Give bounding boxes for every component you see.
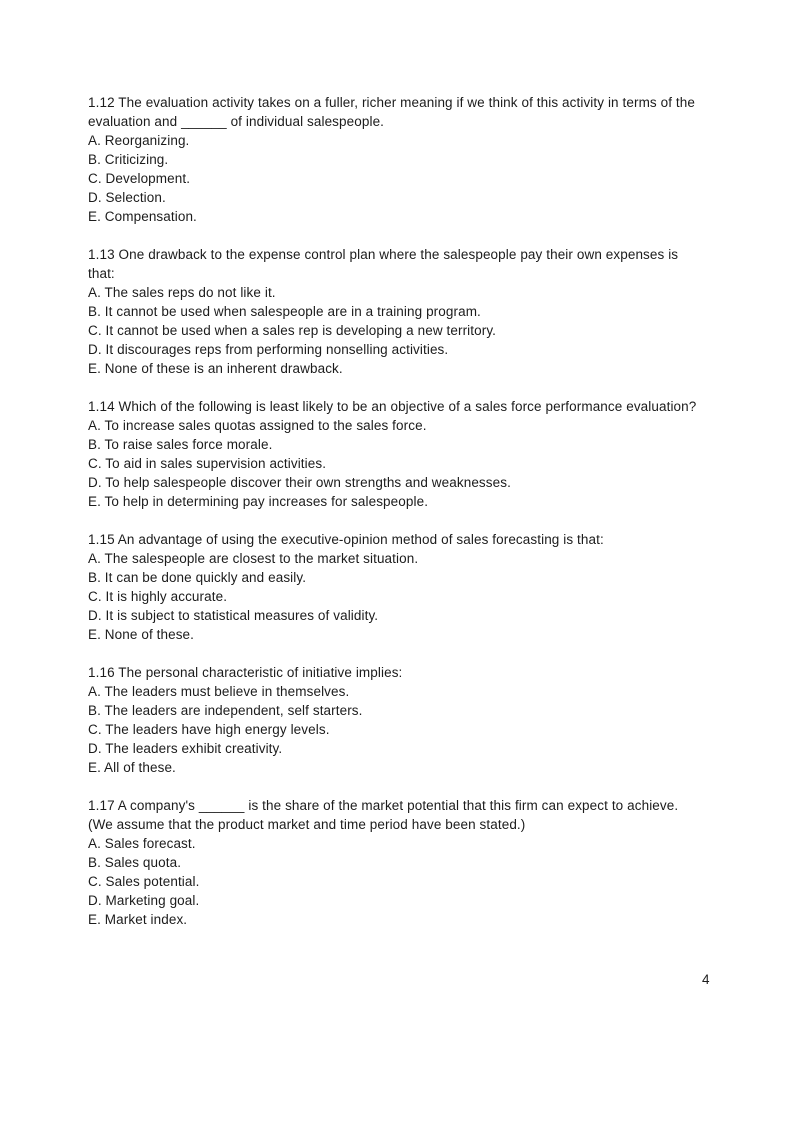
option-a: A. Sales forecast. (88, 836, 196, 851)
question-text-line: evaluation and ______ of individual salespeople. (88, 114, 385, 129)
option-b: B. To raise sales force morale. (88, 437, 273, 452)
option-d: D. The leaders exhibit creativity. (88, 741, 283, 756)
question-text-line: that: (88, 266, 115, 281)
option-c: C. It cannot be used when a sales rep is developing a new territory. (88, 323, 497, 338)
option-c: C. Development. (88, 171, 191, 186)
option-b: B. It cannot be used when salespeople are in a training program. (88, 304, 481, 319)
question-text-line: 1.14 Which of the following is least likely to be an objective of a sales force performance evaluation? (88, 399, 697, 414)
option-e: E. Market index. (88, 912, 188, 927)
option-e: E. To help in determining pay increases for salespeople. (88, 494, 429, 509)
option-b: B. Sales quota. (88, 855, 182, 870)
option-c: C. Sales potential. (88, 874, 200, 889)
option-a: A. To increase sales quotas assigned to the sales force. (88, 418, 427, 433)
question-block-1-16 (88, 663, 736, 777)
option-c: C. To aid in sales supervision activities. (88, 456, 327, 471)
question-block-1-14 (88, 397, 736, 511)
question-block-1-12 (88, 93, 736, 226)
option-e: E. All of these. (88, 760, 176, 775)
option-a: A. The salespeople are closest to the market situation. (88, 551, 419, 566)
option-a: A. The sales reps do not like it. (88, 285, 276, 300)
option-c: C. The leaders have high energy levels. (88, 722, 330, 737)
option-c: C. It is highly accurate. (88, 589, 228, 604)
option-d: D. To help salespeople discover their own strengths and weaknesses. (88, 475, 511, 490)
question-block-1-15 (88, 530, 736, 644)
option-e: E. None of these is an inherent drawback. (88, 361, 343, 376)
question-text-line: (We assume that the product market and time period have been stated.) (88, 817, 526, 832)
option-d: D. Selection. (88, 190, 166, 205)
option-b: B. Criticizing. (88, 152, 169, 167)
option-e: E. Compensation. (88, 209, 197, 224)
question-text-line: 1.13 One drawback to the expense control plan where the salespeople pay their own expenses is (88, 247, 679, 262)
option-d: D. It discourages reps from performing nonselling activities. (88, 342, 449, 357)
question-text-line: 1.15 An advantage of using the executive-opinion method of sales forecasting is that: (88, 532, 604, 547)
question-text-line: 1.16 The personal characteristic of initiative implies: (88, 665, 403, 680)
question-block-1-17 (88, 796, 736, 929)
option-d: D. It is subject to statistical measures of validity. (88, 608, 379, 623)
page-number: 4 (702, 972, 710, 987)
option-b: B. It can be done quickly and easily. (88, 570, 307, 585)
option-a: A. Reorganizing. (88, 133, 190, 148)
question-block-1-13 (88, 245, 736, 378)
question-text-line: 1.12 The evaluation activity takes on a fuller, richer meaning if we think of this activity in terms of the (88, 95, 695, 110)
option-b: B. The leaders are independent, self starters. (88, 703, 363, 718)
question-text-line: 1.17 A company's ______ is the share of the market potential that this firm can expect to achieve. (88, 798, 679, 813)
option-a: A. The leaders must believe in themselves. (88, 684, 350, 699)
option-d: D. Marketing goal. (88, 893, 200, 908)
question-list (88, 93, 736, 948)
option-e: E. None of these. (88, 627, 195, 642)
